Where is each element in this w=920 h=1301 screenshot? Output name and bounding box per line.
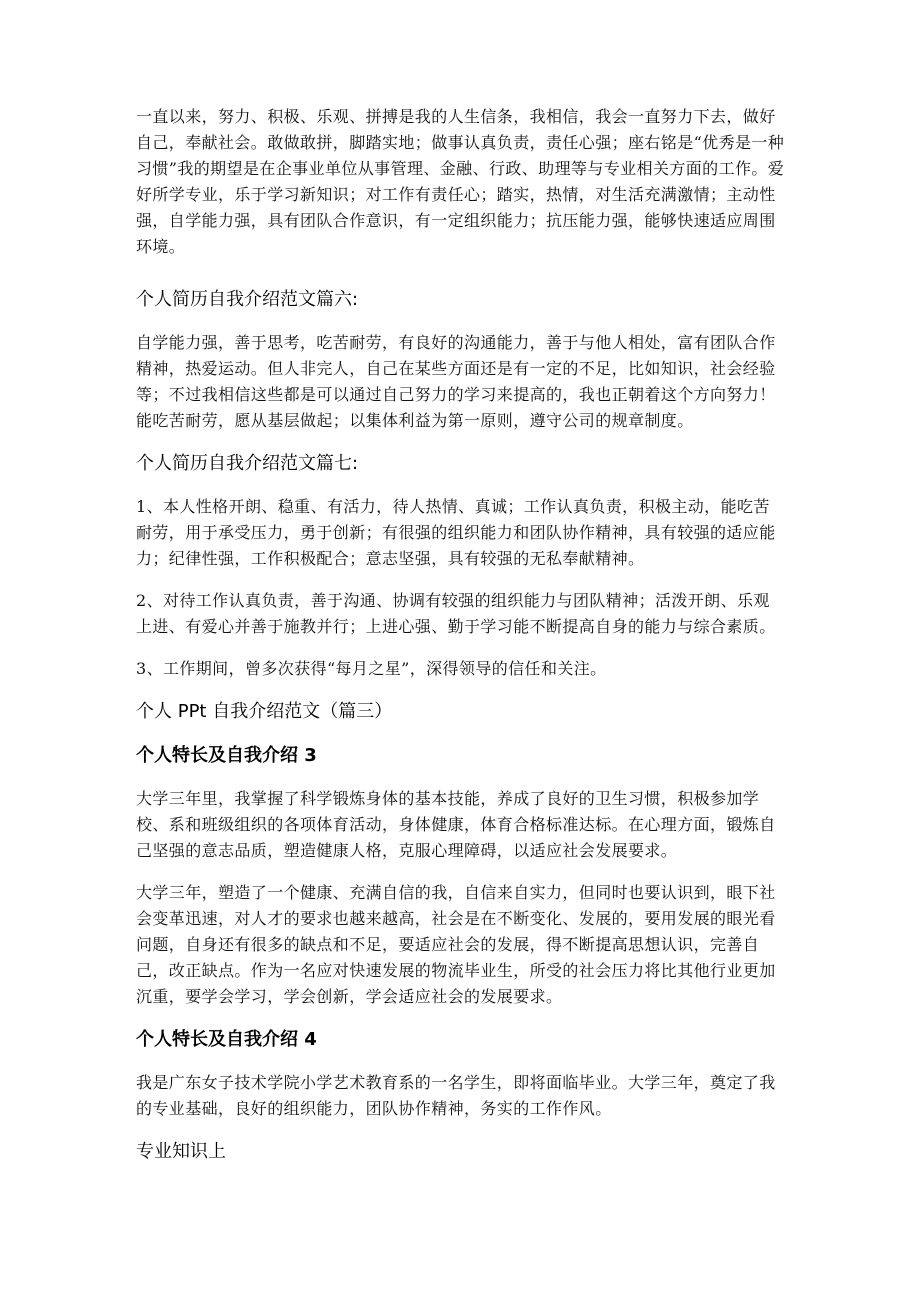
heading-section-7: 个人简历自我介绍范文篇七: <box>136 453 359 474</box>
document-body <box>136 104 786 1182</box>
heading-specialty-4: 个人特长及自我介绍 4 <box>136 1029 317 1050</box>
paragraph-intro: 一直以来，努力、积极、乐观、拼搏是我的人生信条，我相信，我会一直努力下去，做好自己，奉献社会。敢做敢拼，脚踏实地；做事认真负责，责任心强；座右铭是“优秀是一种习惯”我的期望是在企事业单位从事管理、金融、行政、助理等与专业相关方面的工作。爱好所学专业，乐于学习新知识；对工作有责任心；踏实，热情，对生活充满激情；主动性强，自学能力强，具有团队合作意识，有一定组织能力；抗压能力强，能够快速适应周围环境。 <box>136 107 785 256</box>
paragraph-specialty-3a: 大学三年里，我掌握了科学锻炼身体的基本技能，养成了良好的卫生习惯，积极参加学校、系和班级组织的各项体育活动，身体健康，体育合格标准达标。在心理方面，锻炼自己坚强的意志品质，塑造健康人格，克服心理障碍，以适应社会发展要求。 <box>136 789 776 860</box>
paragraph-item-3: 3、工作期间，曾多次获得“每月之星”，深得领导的信任和关注。 <box>136 659 607 678</box>
heading-professional-knowledge: 专业知识上 <box>136 1141 226 1162</box>
heading-ppt-intro: 个人 PPt 自我介绍范文（篇三） <box>136 701 393 722</box>
paragraph-item-2: 2、对待工作认真负责，善于沟通、协调有较强的组织能力与团队精神；活泼开朗、乐观上进、有爱心并善于施教并行；上进心强、勤于学习能不断提高自身的能力与综合素质。 <box>136 591 776 636</box>
heading-specialty-3: 个人特长及自我介绍 3 <box>136 745 317 766</box>
paragraph-section-6: 自学能力强，善于思考，吃苦耐劳，有良好的沟通能力，善于与他人相处，富有团队合作精神，热爱运动。但人非完人，自己在某些方面还是有一定的不足，比如知识，社会经验等；不过我相信这些都是可以通过自己努力的学习来提高的，我也正朝着这个方向努力！能吃苦耐劳，愿从基层做起；以集体利益为第一原则，遵守公司的规章制度。 <box>136 333 776 430</box>
paragraph-specialty-4: 我是广东女子技术学院小学艺术教育系的一名学生，即将面临毕业。大学三年，奠定了我的专业基础，良好的组织能力，团队协作精神，务实的工作作风。 <box>136 1073 776 1118</box>
paragraph-specialty-3b: 大学三年，塑造了一个健康、充满自信的我，自信来自实力，但同时也要认识到，眼下社会变革迅速，对人才的要求也越来越高，社会是在不断变化、发展的，要用发展的眼光看问题，自身还有很多的缺点和不足，要适应社会的发展，得不断提高思想认识，完善自己，改正缺点。作为一名应对快速发展的物流毕业生，所受的社会压力将比其他行业更加沉重，要学会学习，学会创新，学会适应社会的发展要求。 <box>136 883 776 1006</box>
heading-section-6: 个人简历自我介绍范文篇六: <box>136 289 359 310</box>
paragraph-item-1: 1、本人性格开朗、稳重、有活力，待人热情、真诚；工作认真负责，积极主动，能吃苦耐劳，用于承受压力，勇于创新；有很强的组织能力和团队协作精神，具有较强的适应能力；纪律性强，工作积极配合；意志坚强，具有较强的无私奉献精神。 <box>136 497 776 568</box>
